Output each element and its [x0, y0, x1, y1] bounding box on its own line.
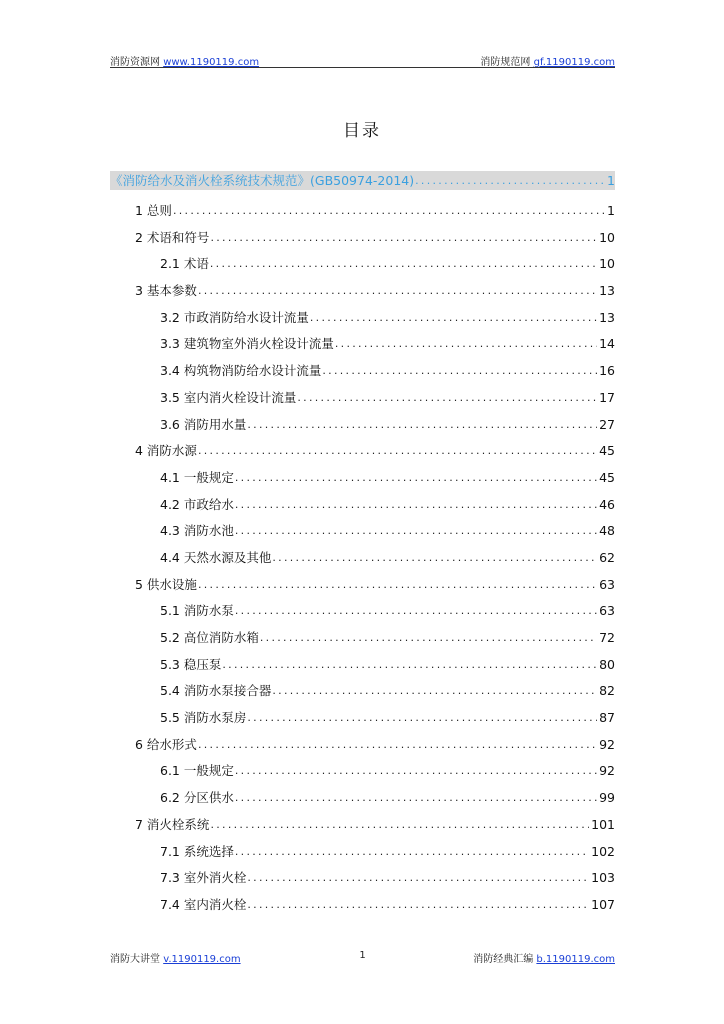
toc-entry-label: 7 消火栓系统 — [135, 816, 210, 832]
toc-entry[interactable] — [110, 839, 615, 866]
toc-dot-leader — [210, 225, 597, 252]
toc-dot-leader — [235, 758, 597, 785]
toc-entry-page: 1 — [607, 173, 615, 188]
toc-dot-leader — [247, 412, 597, 439]
toc-dot-leader — [310, 305, 597, 332]
toc-entry-label: 6 给水形式 — [135, 736, 197, 752]
toc-entry-page: 87 — [599, 710, 615, 726]
toc-entry-label: 3.6 消防用水量 — [160, 416, 247, 432]
toc-dot-leader — [210, 251, 597, 278]
toc-entry-page: 45 — [599, 469, 615, 485]
header-right — [480, 53, 615, 68]
toc-dot-leader — [235, 492, 597, 519]
toc-entry[interactable] — [110, 572, 615, 599]
toc-entry-label: 5.4 消防水泵接合器 — [160, 683, 272, 699]
toc-dot-leader — [198, 278, 597, 305]
toc-entry-label: 3.3 建筑物室外消火栓设计流量 — [160, 336, 334, 352]
toc-entry[interactable] — [110, 412, 615, 439]
toc-entry[interactable] — [110, 465, 615, 492]
toc-entry-page: 17 — [599, 389, 615, 405]
toc-dot-leader — [272, 545, 597, 572]
toc-entry[interactable] — [110, 492, 615, 519]
toc-entry[interactable] — [110, 545, 615, 572]
toc-entry-label: 7.3 室外消火栓 — [160, 870, 247, 886]
toc-dot-leader — [297, 385, 597, 412]
toc-entry-label: 3.2 市政消防给水设计流量 — [160, 309, 309, 325]
toc-book-title-row[interactable] — [110, 171, 615, 190]
toc-entry-page: 13 — [599, 309, 615, 325]
toc-entry-page: 107 — [591, 896, 615, 912]
toc-entry-label: 5.5 消防水泵房 — [160, 710, 247, 726]
toc-entry-label: 2.1 术语 — [160, 256, 209, 272]
toc-entry-label: 5.2 高位消防水箱 — [160, 630, 259, 645]
toc-entry-label: 3.4 构筑物消防给水设计流量 — [160, 363, 322, 379]
toc-entry[interactable] — [110, 385, 615, 412]
toc-dot-leader — [198, 732, 597, 759]
toc-dot-leader — [173, 198, 605, 225]
footer-right — [473, 950, 615, 965]
page-header — [110, 53, 615, 67]
toc-entry[interactable] — [110, 678, 615, 705]
toc-entry-label: 5.1 消防水泵 — [160, 603, 234, 619]
toc-entry-page: 14 — [599, 336, 615, 352]
toc-entry[interactable] — [110, 305, 615, 332]
toc-dot-leader — [235, 839, 589, 866]
footer-right-label: 消防经典汇编 — [473, 954, 534, 965]
toc-entry-page: 102 — [591, 843, 615, 859]
toc-entry-page: 63 — [599, 603, 615, 619]
toc-dot-leader — [235, 785, 597, 812]
header-left-label: 消防资源网 — [110, 57, 160, 68]
footer-left-link[interactable]: v.1190119.com — [163, 954, 241, 965]
header-divider — [110, 67, 615, 68]
toc-entry[interactable] — [110, 278, 615, 305]
toc-entry[interactable] — [110, 438, 615, 465]
toc-entry-page: 45 — [599, 443, 615, 459]
footer-left-label: 消防大讲堂 — [110, 954, 160, 965]
toc-dot-leader — [272, 678, 597, 705]
toc-entry-page: 63 — [599, 576, 615, 592]
toc-dot-leader — [198, 572, 597, 599]
toc-entry[interactable] — [110, 812, 615, 839]
toc-dot-leader — [247, 892, 589, 919]
footer-right-link[interactable]: b.1190119.com — [536, 954, 615, 965]
toc-dot-leader — [247, 705, 597, 732]
toc-entry-page: 103 — [591, 870, 615, 886]
toc-dot-leader — [247, 865, 589, 892]
header-right-link[interactable]: gf.1190119.com — [533, 57, 615, 68]
toc-entry-label: 6.2 分区供水 — [160, 790, 234, 806]
toc-entry-page: 82 — [599, 683, 615, 699]
toc-entry[interactable] — [110, 892, 615, 919]
toc-entry-label: 5.3 稳压泵 — [160, 656, 222, 672]
toc-entry-label: 4.1 一般规定 — [160, 469, 234, 485]
toc-entry[interactable] — [110, 625, 615, 652]
toc-entry[interactable] — [110, 652, 615, 679]
toc-entry-label: 7.4 室内消火栓 — [160, 896, 247, 912]
toc-dot-leader — [235, 518, 597, 545]
footer-page-number: 1 — [359, 950, 366, 961]
toc-entry-label: 4 消防水源 — [135, 443, 197, 459]
toc-dot-leader — [260, 625, 597, 652]
page-title: 目录 — [343, 121, 381, 141]
toc-dot-leader — [222, 652, 597, 679]
header-right-label: 消防规范网 — [480, 57, 531, 68]
toc-entry-page: 46 — [599, 496, 615, 512]
toc-entry-page: 92 — [599, 763, 615, 779]
toc-entry[interactable] — [110, 358, 615, 385]
toc-entry-label: 3.5 室内消火栓设计流量 — [160, 389, 297, 405]
toc-entry[interactable] — [110, 331, 615, 358]
toc-entry-page: 62 — [599, 549, 615, 565]
toc-entry[interactable] — [110, 598, 615, 625]
toc-entry-label: 7.1 系统选择 — [160, 843, 234, 859]
toc-dot-leader — [322, 358, 597, 385]
toc-dot-leader — [235, 465, 597, 492]
toc-entry-page: 10 — [599, 229, 615, 245]
toc-entry[interactable] — [110, 518, 615, 545]
page-footer — [110, 950, 615, 964]
toc-dot-leader — [210, 812, 589, 839]
toc-entry[interactable] — [110, 785, 615, 812]
toc-entry-page: 99 — [599, 790, 615, 806]
toc-dot-leader — [198, 438, 597, 465]
toc-entry[interactable] — [110, 758, 615, 785]
toc-entry-label: 1 总则 — [135, 203, 172, 218]
toc-entry-label: 4.3 消防水池 — [160, 523, 234, 539]
header-left — [110, 53, 259, 68]
toc-entry-page: 1 — [607, 203, 615, 218]
toc-entry-label: 4.2 市政给水 — [160, 496, 234, 512]
toc-entry-page: 27 — [599, 416, 615, 432]
toc-entry-label: 6.1 一般规定 — [160, 763, 234, 779]
toc-entry[interactable] — [110, 251, 615, 278]
toc-entry[interactable] — [110, 865, 615, 892]
toc-dot-leader — [415, 171, 605, 190]
toc-entry[interactable] — [110, 732, 615, 759]
toc-entry-page: 101 — [591, 816, 615, 832]
toc-entry-label: 5 供水设施 — [135, 576, 197, 592]
toc-entry-label: 2 术语和符号 — [135, 229, 210, 245]
toc-dot-leader — [235, 598, 597, 625]
toc-entry-page: 48 — [599, 523, 615, 539]
toc-entry-page: 80 — [599, 656, 615, 672]
table-of-contents — [110, 170, 615, 919]
toc-dot-leader — [335, 331, 597, 358]
toc-entry-page: 72 — [599, 630, 615, 645]
toc-entry[interactable] — [110, 225, 615, 252]
toc-entry-page: 13 — [599, 283, 615, 299]
toc-entry-page: 10 — [599, 256, 615, 272]
toc-entry-page: 92 — [599, 736, 615, 752]
toc-entry[interactable] — [110, 198, 615, 225]
toc-entry-page: 16 — [599, 363, 615, 379]
toc-entry[interactable] — [110, 705, 615, 732]
toc-entry-label: 4.4 天然水源及其他 — [160, 549, 272, 565]
toc-entry-label: 《消防给水及消火栓系统技术规范》(GB50974-2014) — [110, 173, 415, 188]
toc-entry-label: 3 基本参数 — [135, 283, 197, 299]
header-left-link[interactable]: www.1190119.com — [163, 57, 260, 68]
